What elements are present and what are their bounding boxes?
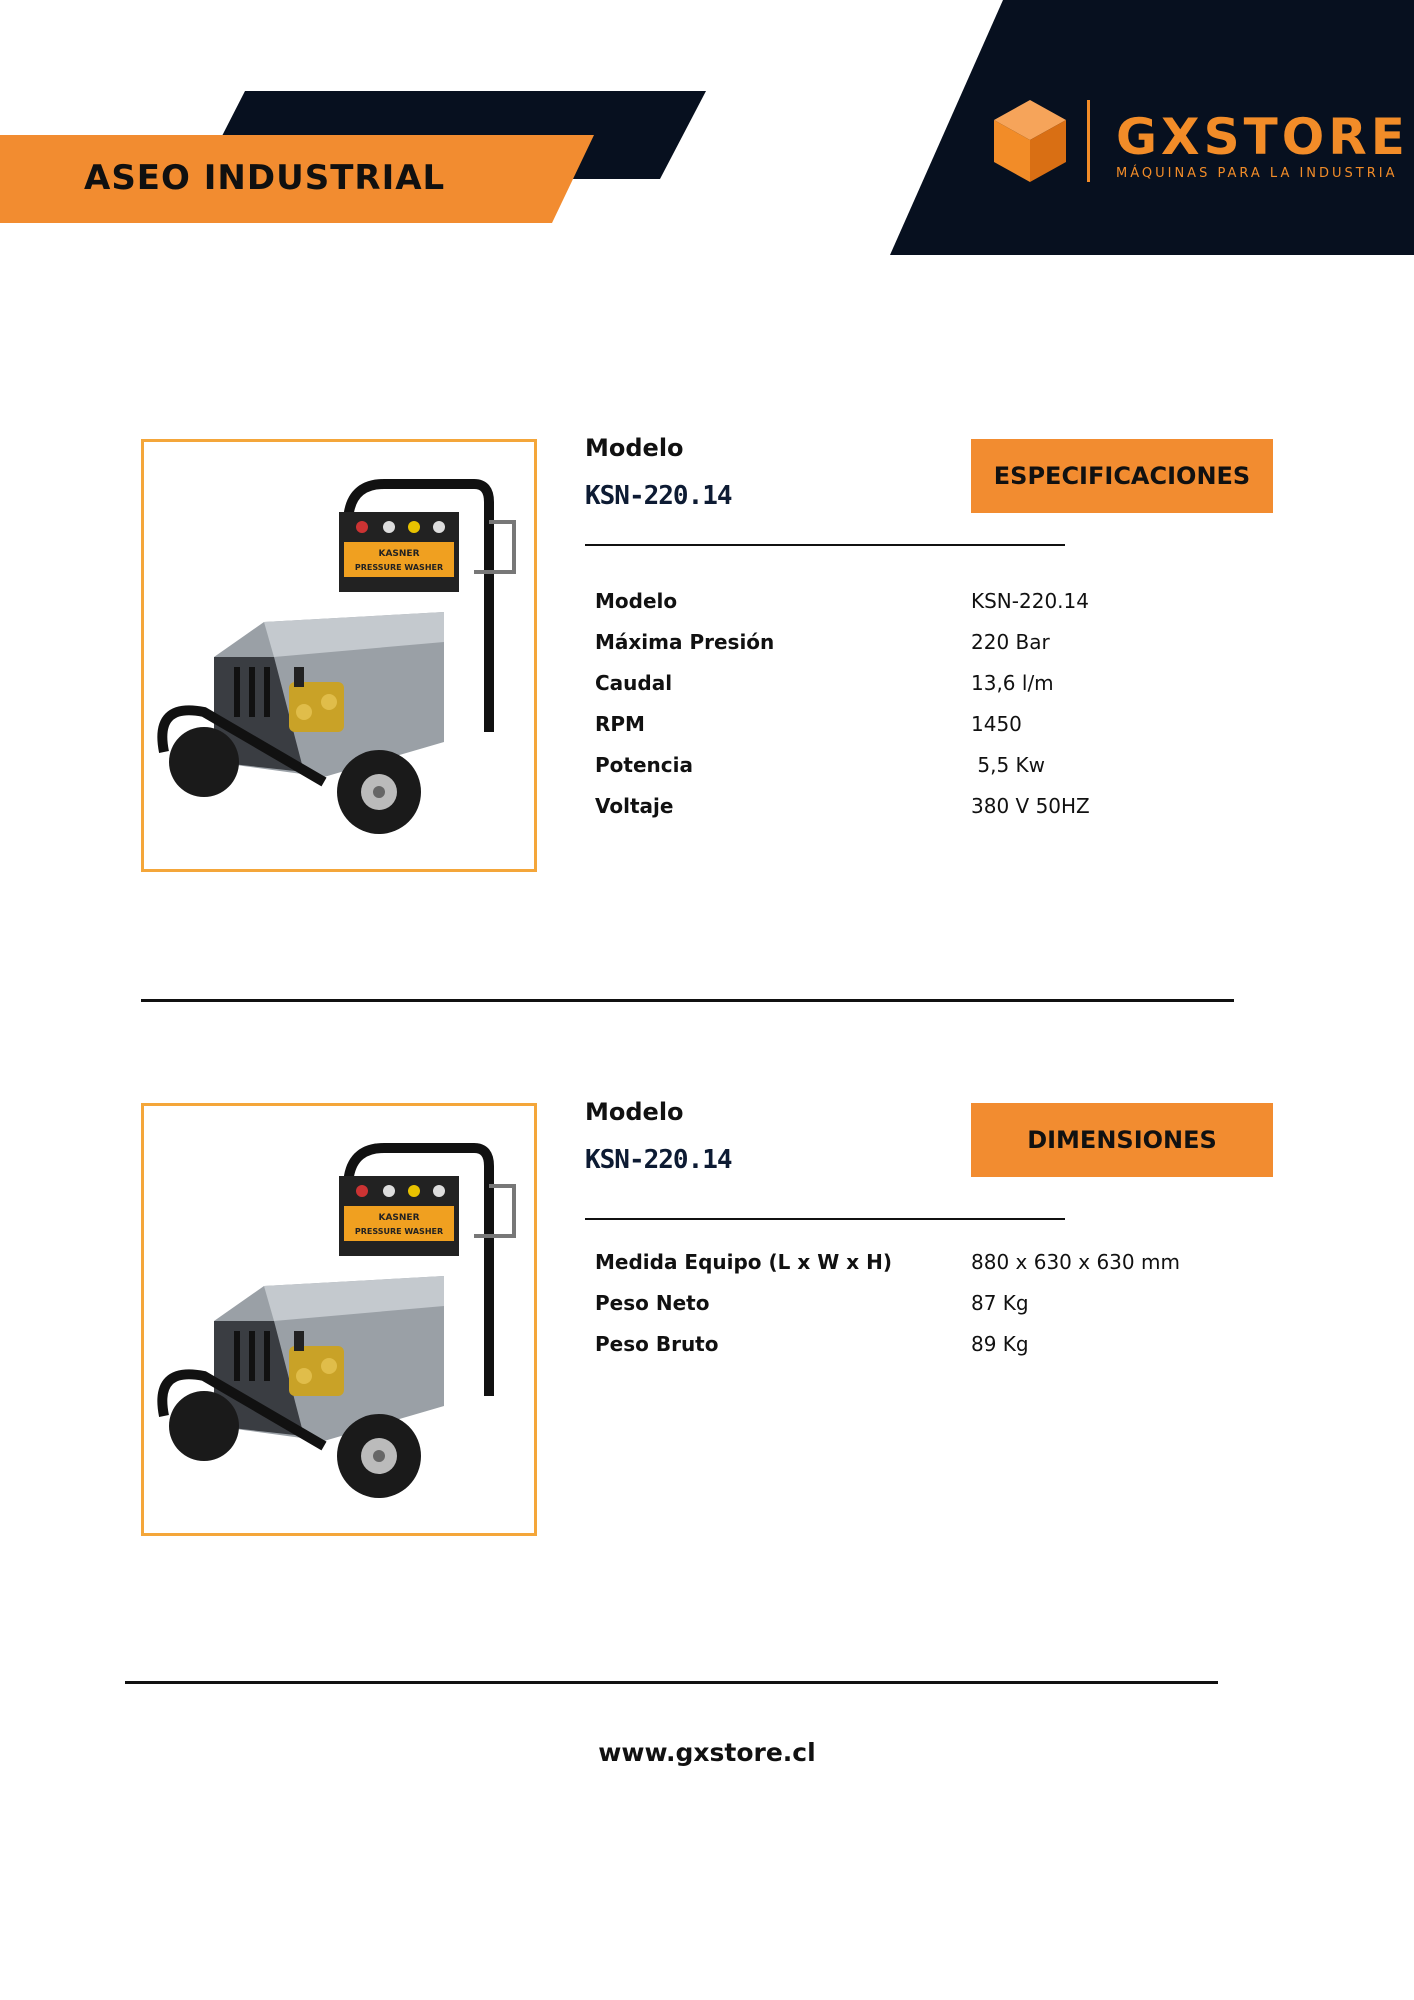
spec-value: 13,6 l/m [971,670,1054,695]
brand-name: GXSTORE [1116,108,1409,166]
table-row [595,1282,1235,1323]
spec-value: 5,5 Kw [971,752,1045,777]
table-row [595,662,1235,703]
model-caption: Modelo [585,434,684,462]
panel-title-text: PRESSURE WASHER [354,1227,444,1236]
spec-label: Peso Bruto [595,1331,719,1356]
spec-label: Medida Equipo (L x W x H) [595,1249,892,1274]
spec-label: Peso Neto [595,1290,710,1315]
spec-label: Voltaje [595,793,674,818]
spec-value: 220 Bar [971,629,1050,654]
website-link[interactable]: www.gxstore.cl [598,1738,816,1767]
section-divider [141,999,1234,1002]
spec-label: Modelo [595,588,678,613]
table-row [595,621,1235,662]
spec-label: Potencia [595,752,693,777]
category-label: ASEO INDUSTRIAL [84,158,446,198]
divider-short [585,544,1065,546]
spec-label: Máxima Presión [595,629,775,654]
dimensions-table [595,1241,1235,1364]
pressure-washer-image [144,1106,534,1533]
panel-brand-text: KASNER [378,1213,420,1223]
table-row [595,1241,1235,1282]
specifications-badge: ESPECIFICACIONES [971,439,1273,513]
spec-value: 89 Kg [971,1331,1029,1356]
spec-value: KSN-220.14 [971,588,1089,613]
divider-short [585,1218,1065,1220]
pressure-washer-image [144,442,534,869]
product-photo-frame [141,439,537,872]
table-row [595,580,1235,621]
model-code: KSN-220.14 [585,481,732,511]
spec-value: 87 Kg [971,1290,1029,1315]
model-caption: Modelo [585,1098,684,1126]
panel-title-text: PRESSURE WASHER [354,563,444,572]
spec-label: RPM [595,711,645,736]
brand-tagline: MÁQUINAS PARA LA INDUSTRIA [1116,166,1398,181]
table-row [595,744,1235,785]
specifications-table [595,580,1235,826]
table-row [595,785,1235,826]
spec-label: Caudal [595,670,673,695]
spec-value: 380 V 50HZ [971,793,1090,818]
table-row [595,1323,1235,1364]
spec-value: 880 x 630 x 630 mm [971,1249,1180,1274]
table-row [595,703,1235,744]
model-code: KSN-220.14 [585,1145,732,1175]
panel-brand-text: KASNER [378,549,420,559]
footer-divider [125,1681,1218,1684]
dimensions-badge: DIMENSIONES [971,1103,1273,1177]
product-photo-frame [141,1103,537,1536]
spec-value: 1450 [971,711,1022,736]
